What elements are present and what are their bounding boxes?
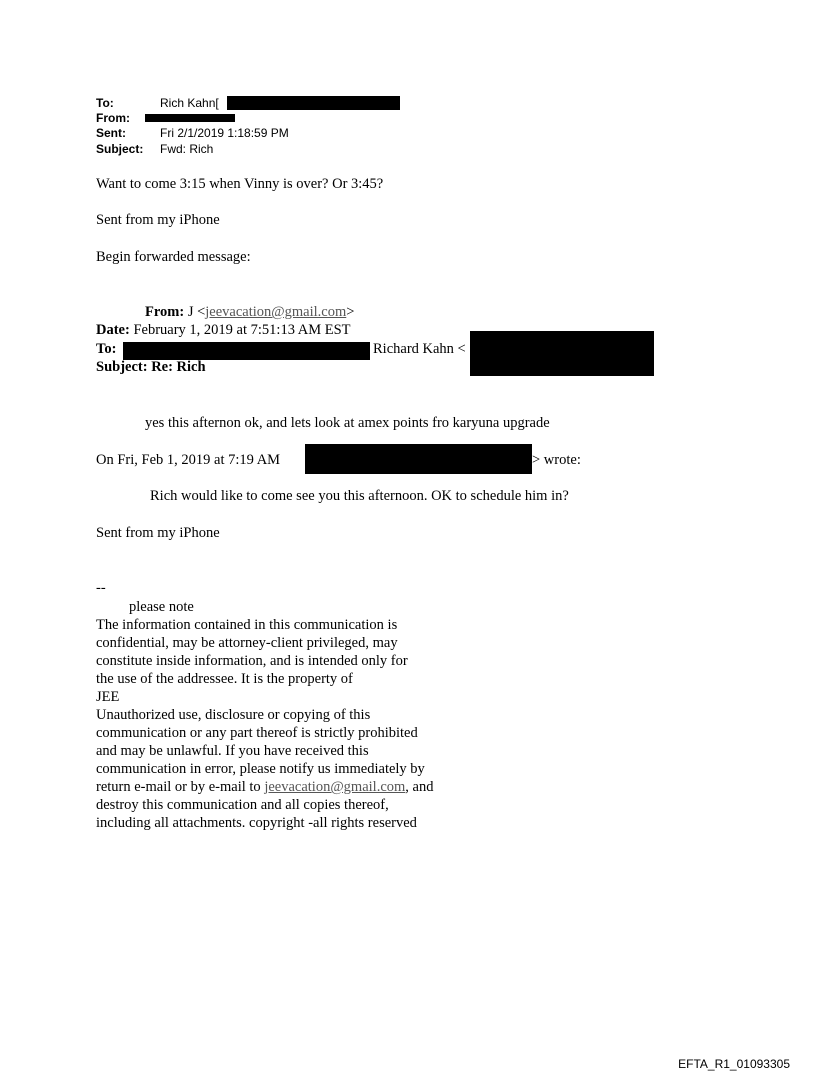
fwd-from-close: > [346,304,355,320]
reply-text: yes this afternon ok, and lets look at amex points fro karyuna upgrade [145,415,550,431]
disclaimer-line: confidential, may be attorney-client privileged, may [96,635,398,651]
header-from-label: From: [96,111,130,125]
header-to-label: To: [96,96,114,110]
disclaimer-line: JEE [96,689,120,705]
fwd-subject-label: Subject: [96,359,148,375]
fwd-from-email-link[interactable]: jeevacation@gmail.com [205,304,347,320]
fwd-subject-row [96,358,206,376]
disclaimer-line: The information contained in this communication is [96,617,398,633]
disclaimer-line: communication in error, please notify us immediately by [96,761,425,777]
begin-forwarded: Begin forwarded message: [96,249,251,265]
document-id: EFTA_R1_01093305 [678,1057,790,1071]
redaction-box [470,331,654,376]
fwd-date-row [96,321,351,339]
fwd-from-label: From: [145,304,185,320]
disclaimer-line: and may be unlawful. If you have received this [96,743,369,759]
header-subject-label: Subject: [96,142,144,156]
body-line: Want to come 3:15 when Vinny is over? Or 3:45? [96,176,384,192]
redaction-box [145,114,235,122]
fwd-to-richard: Richard Kahn < [373,341,466,357]
signature-dashes: -- [96,580,106,596]
header-to-value: Rich Kahn[ [160,96,219,110]
fwd-date-value: February 1, 2019 at 7:51:13 AM EST [133,322,351,338]
header-subject-value: Fwd: Rich [160,142,214,156]
quoted-on-line: On Fri, Feb 1, 2019 at 7:19 AM [96,452,281,468]
quoted-wrote: > wrote: [532,452,581,468]
disclaimer-line: the use of the addressee. It is the property of [96,671,353,687]
disclaimer-line: communication or any part thereof is strictly prohibited [96,725,418,741]
header-sent-value: Fri 2/1/2019 1:18:59 PM [160,126,289,140]
redaction-box [305,444,532,474]
fwd-to-label: To: [96,341,117,357]
fwd-date-label: Date: [96,322,130,338]
sent-from-iphone: Sent from my iPhone [96,212,220,228]
disclaimer-line: constitute inside information, and is intended only for [96,653,408,669]
signature-disclaimer [96,616,433,832]
disclaimer-line: Unauthorized use, disclosure or copying of this [96,707,371,723]
fwd-from-row [145,303,354,321]
fwd-subject-value: Re: Rich [151,359,206,375]
return-suffix: , and [405,779,434,795]
header-sent-label: Sent: [96,126,126,140]
fwd-from-name: J < [187,304,206,320]
header-subject-row [96,142,213,157]
fwd-to-row [96,340,116,358]
quoted-message: Rich would like to come see you this afternoon. OK to schedule him in? [150,488,569,504]
disclaimer-line: including all attachments. copyright -all rights reserved [96,815,417,831]
signature-email-link[interactable]: jeevacation@gmail.com [264,779,406,795]
return-prefix: return e-mail or by e-mail to [96,779,265,795]
header-sent-row [96,126,289,141]
header-to-row [96,96,219,111]
redaction-box [227,96,400,110]
signature-please-note: please note [129,599,194,615]
disclaimer-line: destroy this communication and all copies thereof, [96,797,389,813]
disclaimer-line [96,778,433,796]
sent-from-iphone: Sent from my iPhone [96,525,220,541]
